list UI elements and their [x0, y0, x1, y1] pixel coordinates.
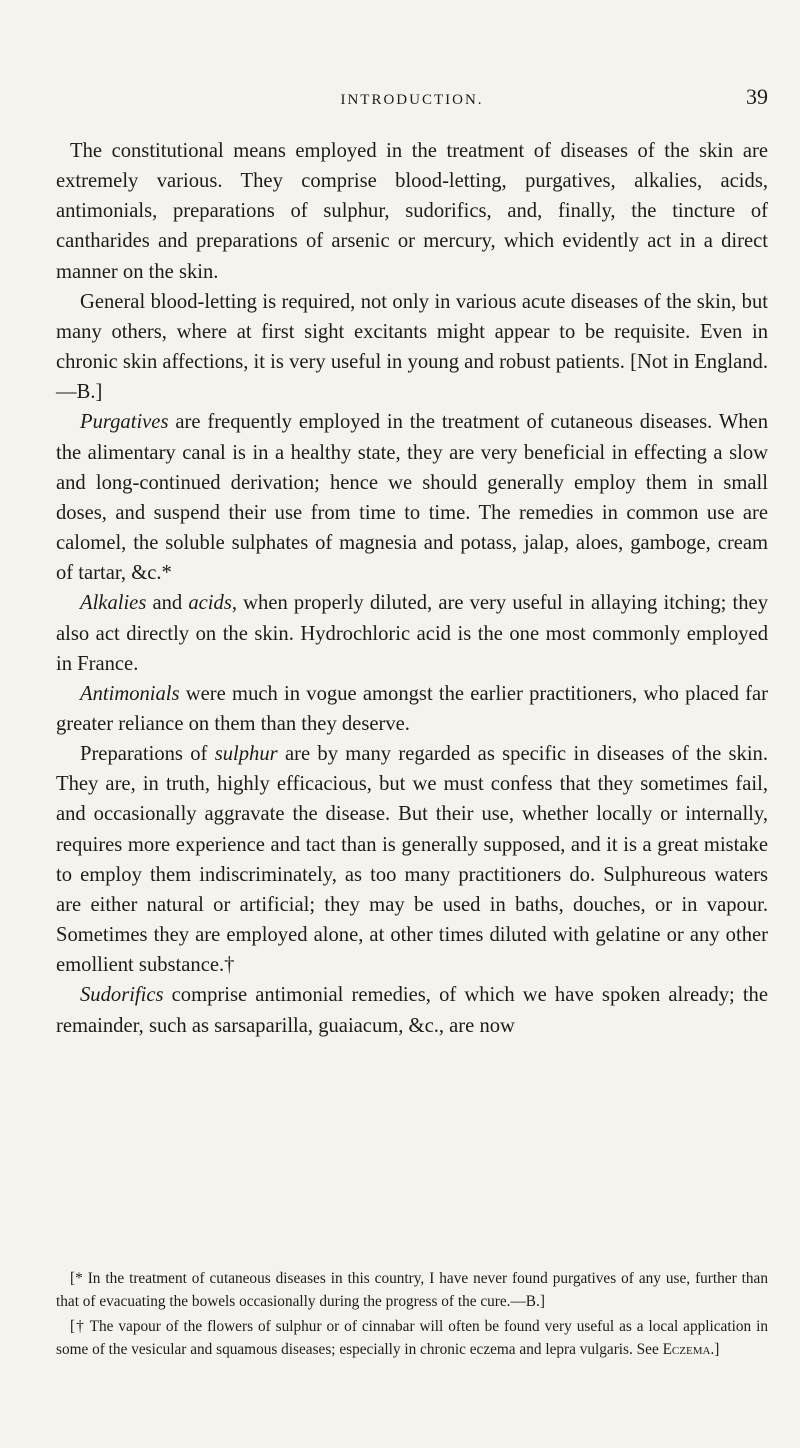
page-number: 39: [746, 84, 768, 109]
footnote-text: .]: [710, 1340, 720, 1358]
body-text: [56, 136, 768, 1041]
paragraph-text: are by many regarded as specific in diseases of the skin. They are, in truth, highly efficacious, but we must confess that they sometimes fail, and occasionally aggravate the disease. But their use, whether locally or internally, requires more experience and tact than is generally supposed, and it is a great mistake to employ them indiscriminately, as too many practitioners do. Sulphureous waters are either natural or artificial; they may be used in baths, douches, or in vapour. Sometimes they are employed alone, at other times diluted with gelatine or any other emollient substance.†: [56, 743, 768, 977]
footnotes: [56, 1268, 768, 1361]
paragraph-text: were much in vogue amongst the earlier practitioners, who placed far greater reliance on them than they deserve.: [56, 682, 768, 735]
paragraph-text: are frequently employed in the treatment of cutaneous diseases. When the alimentary canal is in a healthy state, they are very beneficial in effecting a slow and long-continued derivation; hence we should generally employ them in small doses, and suspend their use from time to time. The remedies in common use are calomel, the soluble sulphates of magnesia and potass, jalap, aloes, gamboge, cream of tartar, &c.*: [56, 411, 768, 585]
running-title: INTRODUCTION.: [340, 92, 484, 108]
paragraph-constitutional-means: [56, 136, 768, 287]
paragraph-text: Preparations of: [80, 743, 215, 766]
paragraph-lead-term: Antimonials: [80, 682, 180, 705]
paragraph-lead-term: acids: [188, 592, 232, 615]
paragraph-lead-term: Purgatives: [80, 411, 169, 434]
footnote-cross-reference: Eczema: [662, 1340, 711, 1358]
footnote-text: [† The vapour of the flowers of sulphur or of cinnabar will often be found very useful as a local application in some of the vesicular and squamous diseases; especially in chronic eczema and lepra vulgaris. See: [56, 1318, 768, 1358]
paragraph-lead-term: Alkalies: [80, 592, 147, 615]
footnote-sulphur-vapour: [56, 1316, 768, 1361]
paragraph-text: , when properly diluted, are very useful in allaying itching; they also act directly on the skin. Hydrochloric acid is the one most commonly employed in France.: [56, 592, 768, 675]
paragraph-lead-term: Sudorifics: [80, 984, 164, 1007]
paragraph-antimonials: [56, 679, 768, 739]
footnote-purgatives: [* In the treatment of cutaneous diseases in this country, I have never found purgatives of any use, further than that of evacuating the bowels occasionally during the progress of the cure.—B.]: [56, 1270, 768, 1310]
paragraph-sulphur: [56, 739, 768, 980]
paragraph-blood-letting: [56, 287, 768, 408]
paragraph-text: General blood-letting is required, not only in various acute diseases of the skin, but many others, where at first sight excitants might appear to be requisite. Even in chronic skin affections, it is very useful in young and robust patients. [Not in England.—B.]: [56, 290, 768, 404]
running-head: [56, 84, 768, 114]
paragraph-sudorifics: [56, 980, 768, 1040]
paragraph-text: comprise antimonial remedies, of which we have spoken already; the remainder, such as sarsaparilla, guaiacum, &c., are now: [56, 984, 768, 1037]
paragraph-alkalies-acids: [56, 588, 768, 678]
paragraph-lead-term: sulphur: [214, 743, 278, 766]
paragraph-purgatives: [56, 407, 768, 588]
paragraph-text: The constitutional means employed in the treatment of diseases of the skin are extremely various. They comprise blood-letting, purgatives, alkalies, acids, antimonials, preparations of sulphur, sudorifics, and, finally, the tincture of cantharides and preparations of arsenic or mercury, which evidently act in a direct manner on the skin.: [56, 140, 768, 283]
paragraph-text: and: [146, 592, 189, 615]
